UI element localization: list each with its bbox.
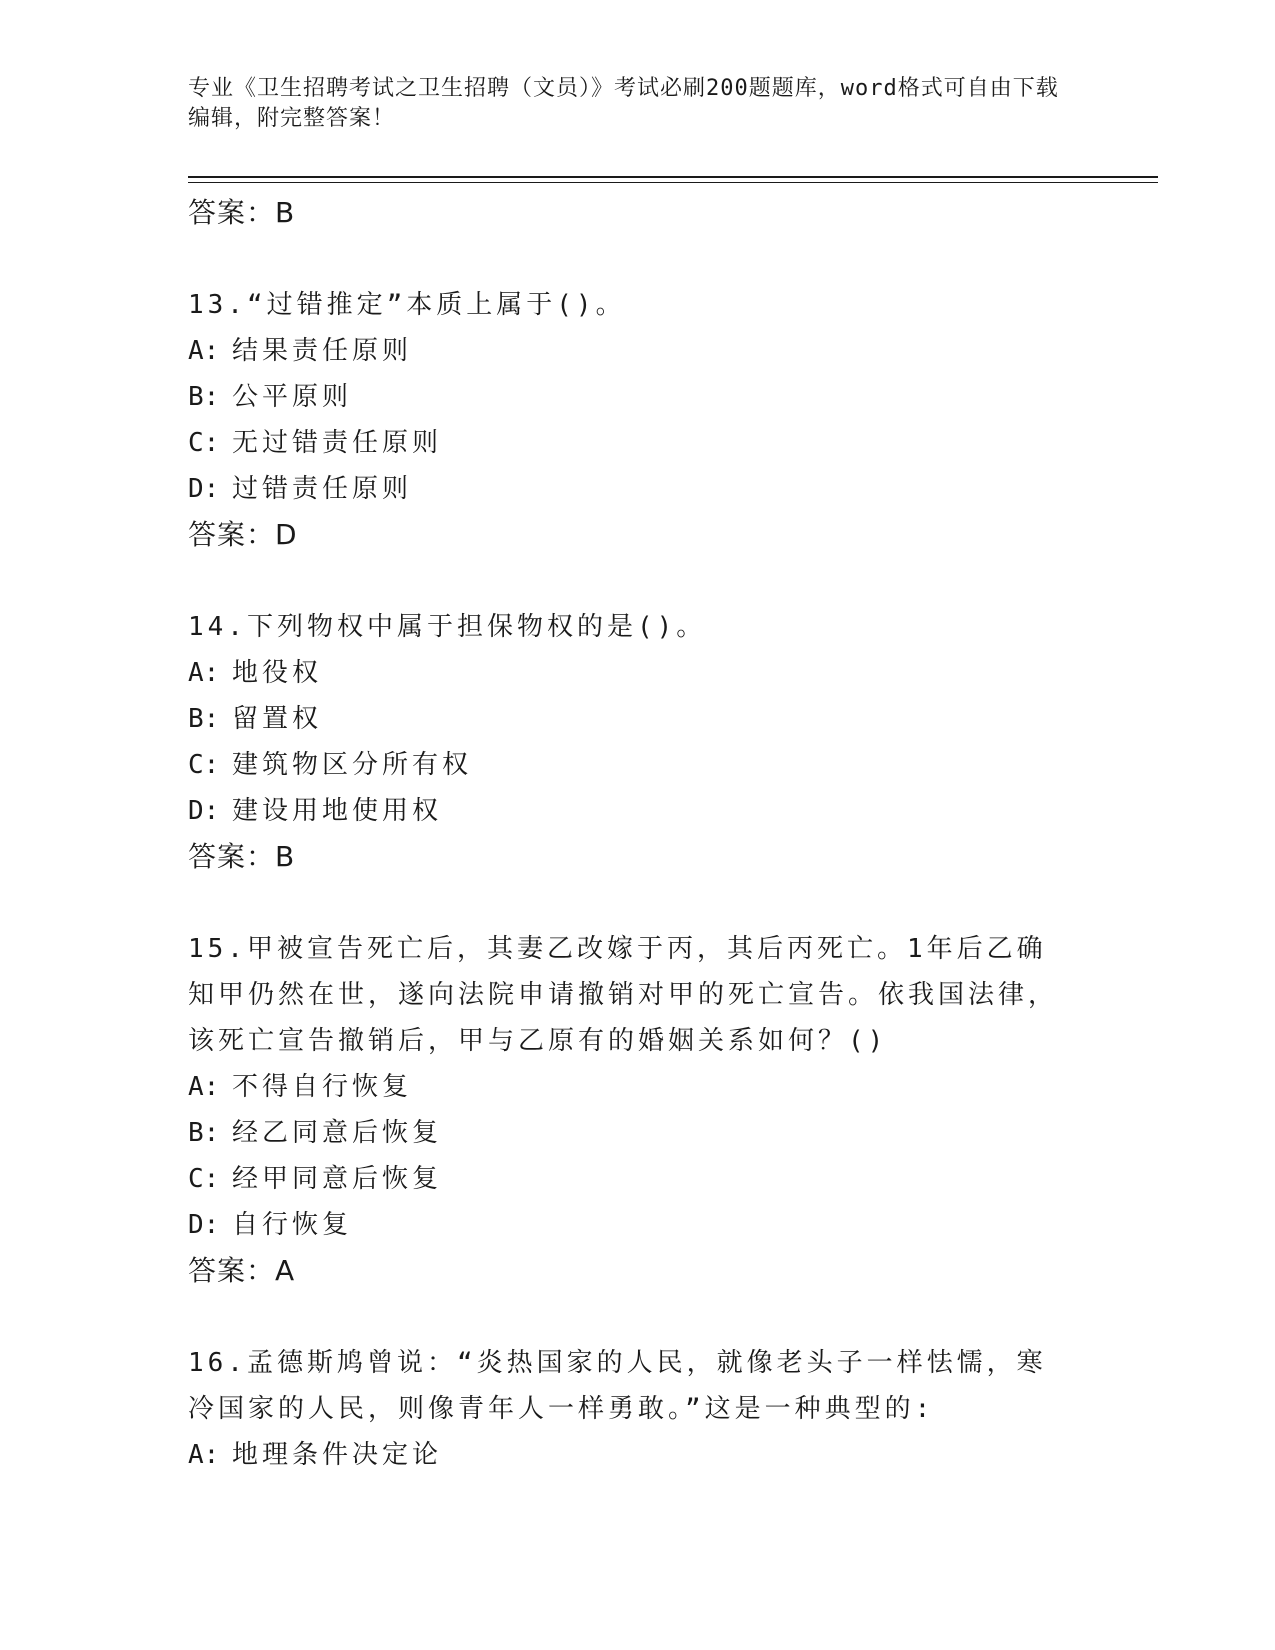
option-letter: A: xyxy=(188,336,220,366)
option-d xyxy=(188,1202,1068,1248)
option-text: 建设用地使用权 xyxy=(232,796,443,826)
option-text: 结果责任原则 xyxy=(232,336,413,366)
option-c xyxy=(188,742,1068,788)
option-a xyxy=(188,1432,1068,1478)
spacer xyxy=(188,236,1068,282)
header-divider-thin xyxy=(188,182,1158,183)
option-letter: D: xyxy=(188,796,220,826)
option-text: 留置权 xyxy=(232,704,323,734)
option-d xyxy=(188,466,1068,512)
option-b xyxy=(188,374,1068,420)
option-text: 无过错责任原则 xyxy=(232,428,443,458)
answer-line: 答案：D xyxy=(188,518,298,551)
answer-line: 答案：B xyxy=(188,840,296,873)
spacer xyxy=(188,880,1068,926)
option-letter: C: xyxy=(188,1164,220,1194)
option-text: 公平原则 xyxy=(232,382,353,412)
option-letter: A: xyxy=(188,1072,220,1102)
option-letter: C: xyxy=(188,750,220,780)
question-15: 15.甲被宣告死亡后，其妻乙改嫁于丙，其后丙死亡。1年后乙确知甲仍然在世，遂向法院申请撤销对甲的死亡宣告。依我国法律，该死亡宣告撤销后，甲与乙原有的婚姻关系如何？() xyxy=(188,934,1059,1056)
answer-line: 答案：A xyxy=(188,1254,296,1287)
spacer xyxy=(188,558,1068,604)
option-d xyxy=(188,788,1068,834)
option-text: 经甲同意后恢复 xyxy=(232,1164,443,1194)
option-letter: D: xyxy=(188,1210,220,1240)
option-letter: A: xyxy=(188,658,220,688)
spacer xyxy=(188,1294,1068,1340)
page-header: 专业《卫生招聘考试之卫生招聘（文员）》考试必刷200题题库，word格式可自由下载编辑，附完整答案！ xyxy=(188,76,1059,131)
option-text: 建筑物区分所有权 xyxy=(232,750,473,780)
option-text: 不得自行恢复 xyxy=(232,1072,413,1102)
option-c xyxy=(188,1156,1068,1202)
option-text: 地役权 xyxy=(232,658,323,688)
option-letter: D: xyxy=(188,474,220,504)
question-13: 13.“过错推定”本质上属于()。 xyxy=(188,290,626,320)
option-text: 过错责任原则 xyxy=(232,474,413,504)
option-letter: B: xyxy=(188,704,220,734)
option-a xyxy=(188,1064,1068,1110)
option-letter: B: xyxy=(188,1118,220,1148)
header-divider xyxy=(188,176,1158,178)
option-text: 自行恢复 xyxy=(232,1210,353,1240)
option-text: 地理条件决定论 xyxy=(232,1440,443,1470)
option-c xyxy=(188,420,1068,466)
question-14: 14.下列物权中属于担保物权的是()。 xyxy=(188,612,707,642)
option-b xyxy=(188,1110,1068,1156)
answer-line: 答案：B xyxy=(188,196,296,229)
option-letter: A: xyxy=(188,1440,220,1470)
option-text: 经乙同意后恢复 xyxy=(232,1118,443,1148)
option-a xyxy=(188,328,1068,374)
option-letter: B: xyxy=(188,382,220,412)
option-letter: C: xyxy=(188,428,220,458)
option-a xyxy=(188,650,1068,696)
question-list xyxy=(188,190,1068,1478)
option-b xyxy=(188,696,1068,742)
question-16: 16.孟德斯鸠曾说：“炎热国家的人民，就像老头子一样怯懦，寒冷国家的人民，则像青年人一样勇敢。”这是一种典型的: xyxy=(188,1348,1047,1424)
